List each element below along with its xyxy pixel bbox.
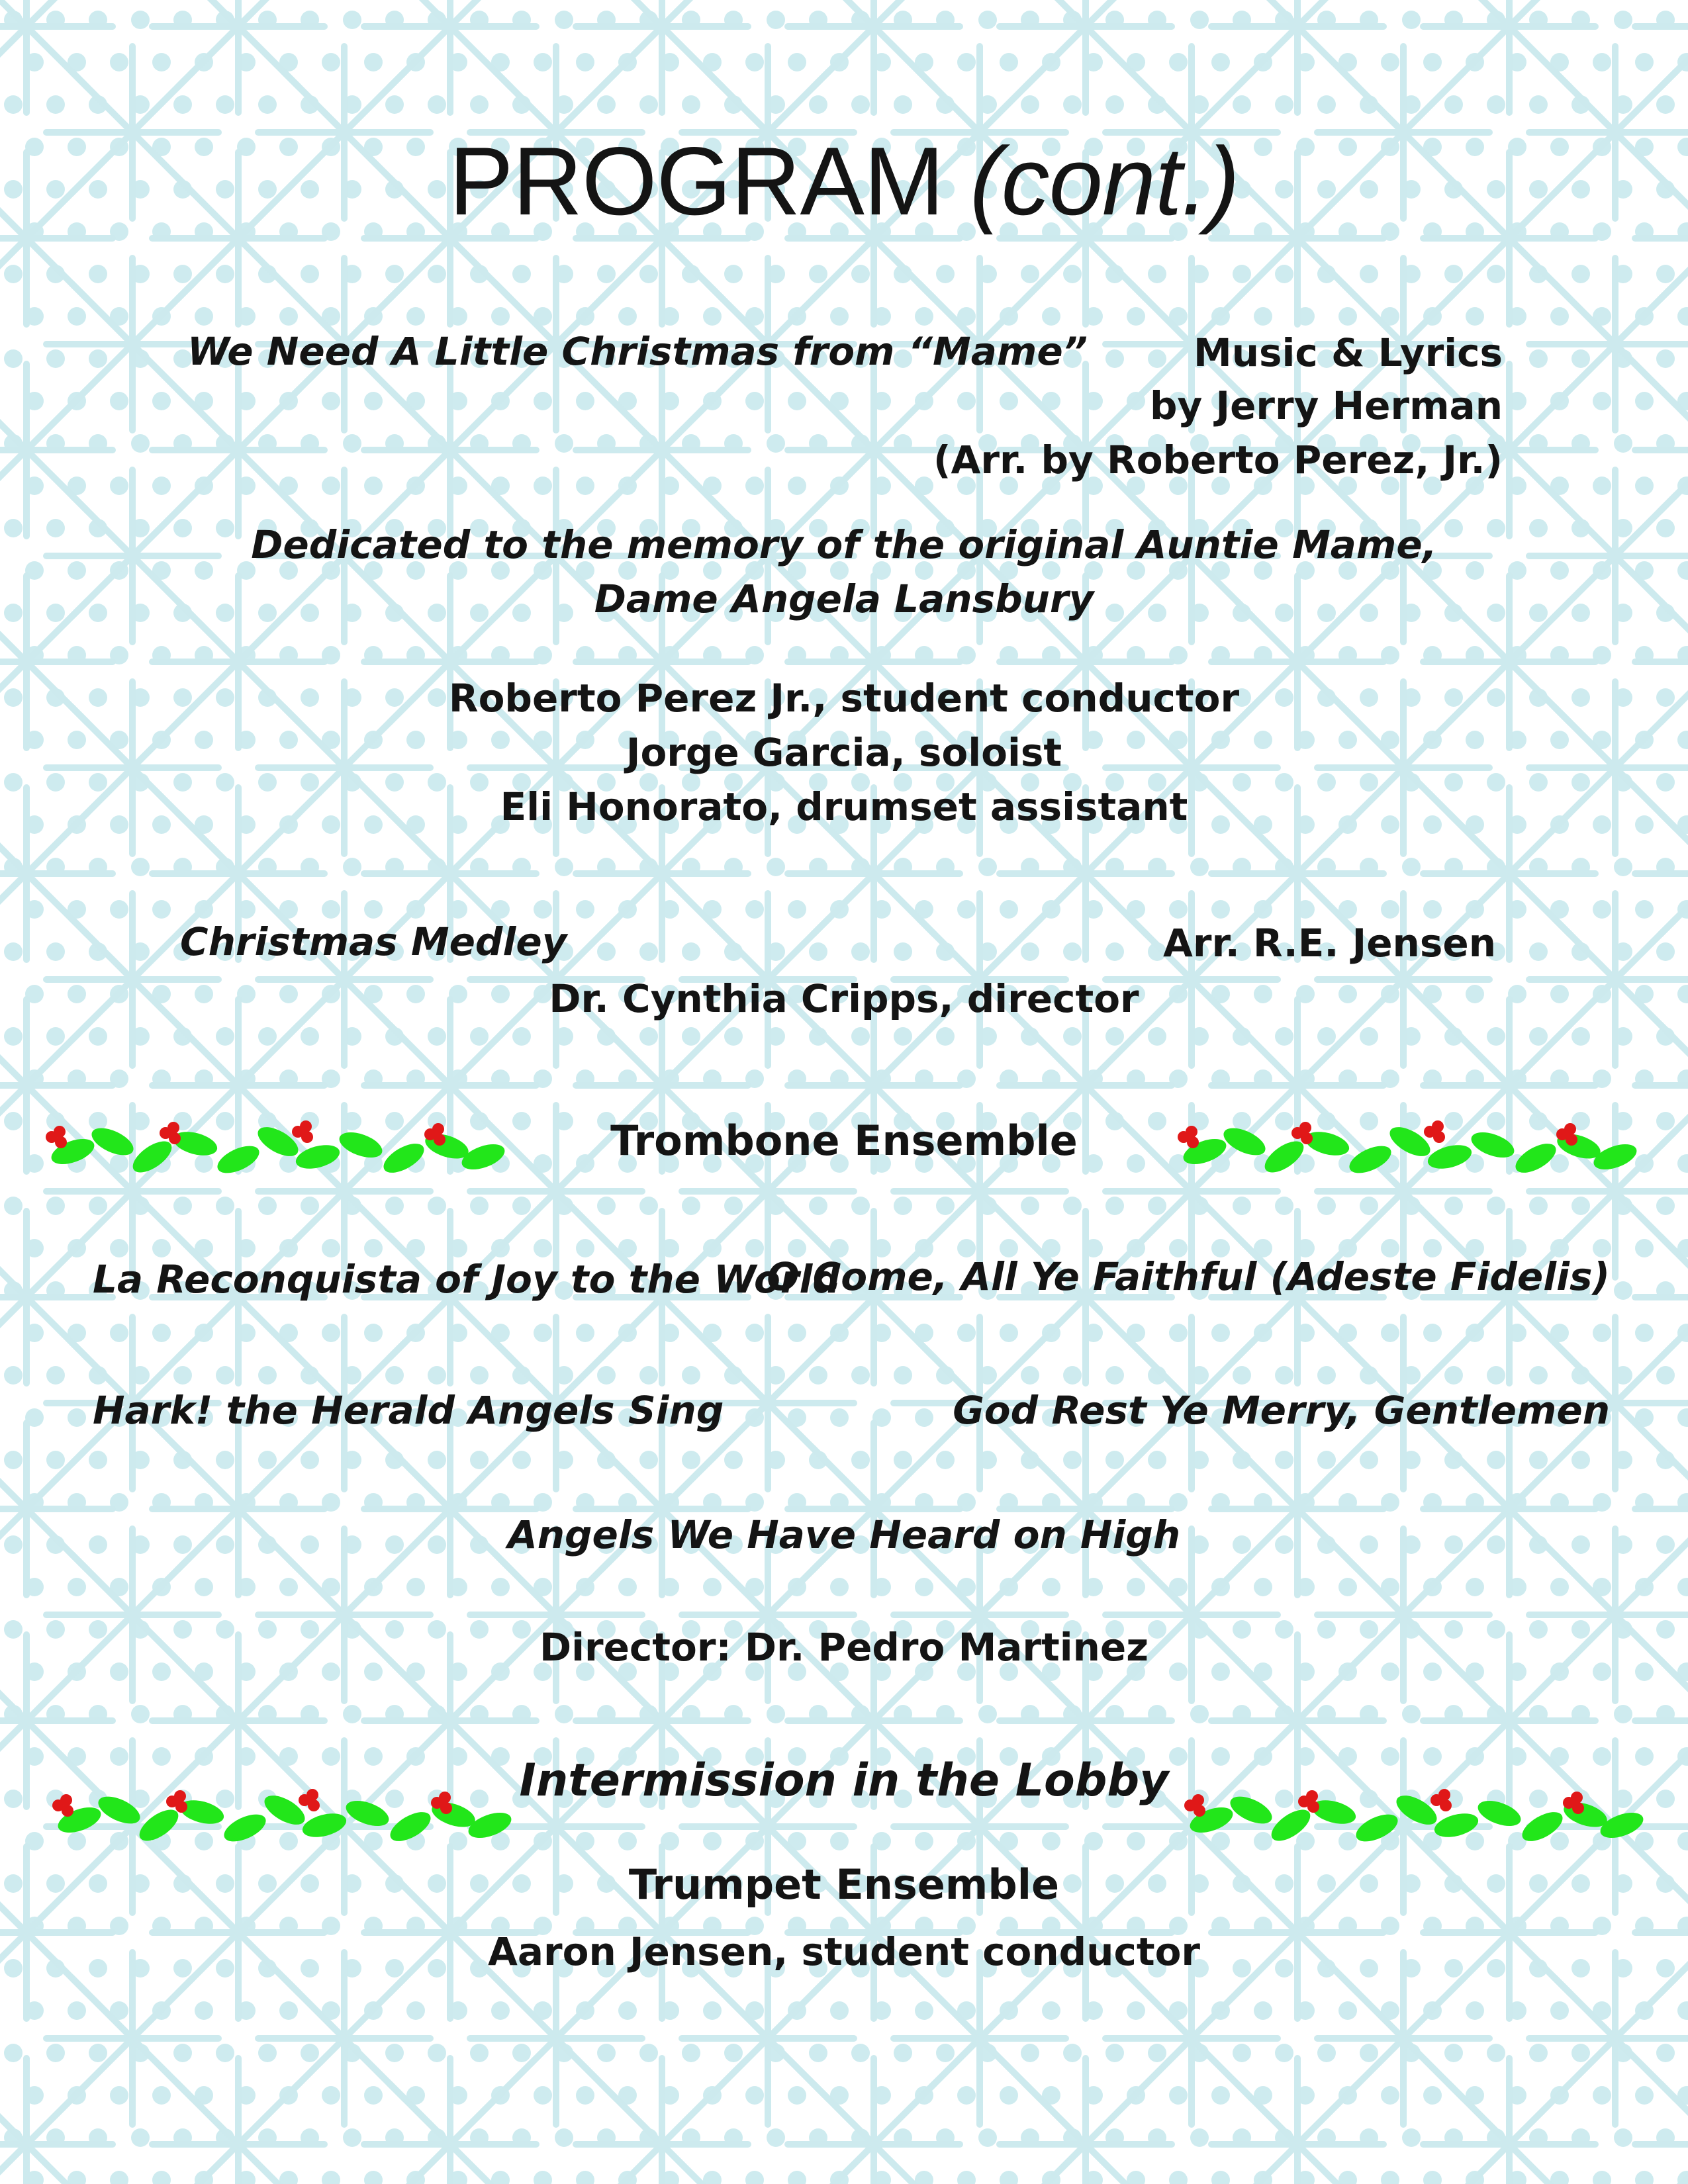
holly-garland-icon — [33, 1105, 510, 1191]
trumpet-student-conductor: Aaron Jensen, student conductor — [487, 1929, 1201, 1974]
piece-arranger: Arr. R.E. Jensen — [1162, 921, 1496, 966]
performer-soloist: Jorge Garcia, soloist — [626, 730, 1062, 775]
holly-garland-icon — [1165, 1105, 1642, 1191]
intermission-label: Intermission in the Lobby — [519, 1754, 1169, 1807]
page-title-cont: (cont.) — [970, 127, 1239, 235]
piece-director: Dr. Cynthia Cripps, director — [549, 976, 1139, 1021]
trombone-piece-god-rest-ye-merry: God Rest Ye Merry, Gentlemen — [953, 1388, 1610, 1433]
dedication-line-2: Dame Angela Lansbury — [594, 576, 1094, 621]
trombone-piece-o-come-all-ye-faithful: O Come, All Ye Faithful (Adeste Fidelis) — [767, 1254, 1610, 1299]
page-title-main: PROGRAM — [449, 127, 970, 235]
dedication-line-1: Dedicated to the memory of the original Auntie Mame, — [251, 522, 1437, 567]
holly-garland-icon — [40, 1774, 516, 1860]
piece-credit-line-2: by Jerry Herman — [1150, 383, 1503, 428]
piece-title-we-need-a-little-christmas: We Need A Little Christmas from “Mame” — [187, 329, 1088, 374]
trombone-director: Director: Dr. Pedro Martinez — [539, 1625, 1149, 1670]
section-heading-trumpet-ensemble: Trumpet Ensemble — [628, 1860, 1060, 1909]
holly-garland-icon — [1172, 1774, 1648, 1860]
page-title — [0, 126, 1688, 237]
performer-drumset-assistant: Eli Honorato, drumset assistant — [500, 784, 1188, 829]
trombone-piece-joy-to-the-world: La Reconquista of Joy to the World — [93, 1257, 840, 1302]
trombone-piece-angels-we-have-heard: Angels We Have Heard on High — [507, 1512, 1181, 1557]
piece-credit-line-1: Music & Lyrics — [1194, 330, 1503, 375]
section-heading-trombone-ensemble: Trombone Ensemble — [610, 1116, 1078, 1165]
piece-title-christmas-medley: Christmas Medley — [180, 919, 567, 964]
performer-student-conductor: Roberto Perez Jr., student conductor — [448, 676, 1240, 721]
trombone-piece-hark-the-herald: Hark! the Herald Angels Sing — [93, 1388, 724, 1433]
piece-credit-line-3: (Arr. by Roberto Perez, Jr.) — [933, 437, 1503, 482]
